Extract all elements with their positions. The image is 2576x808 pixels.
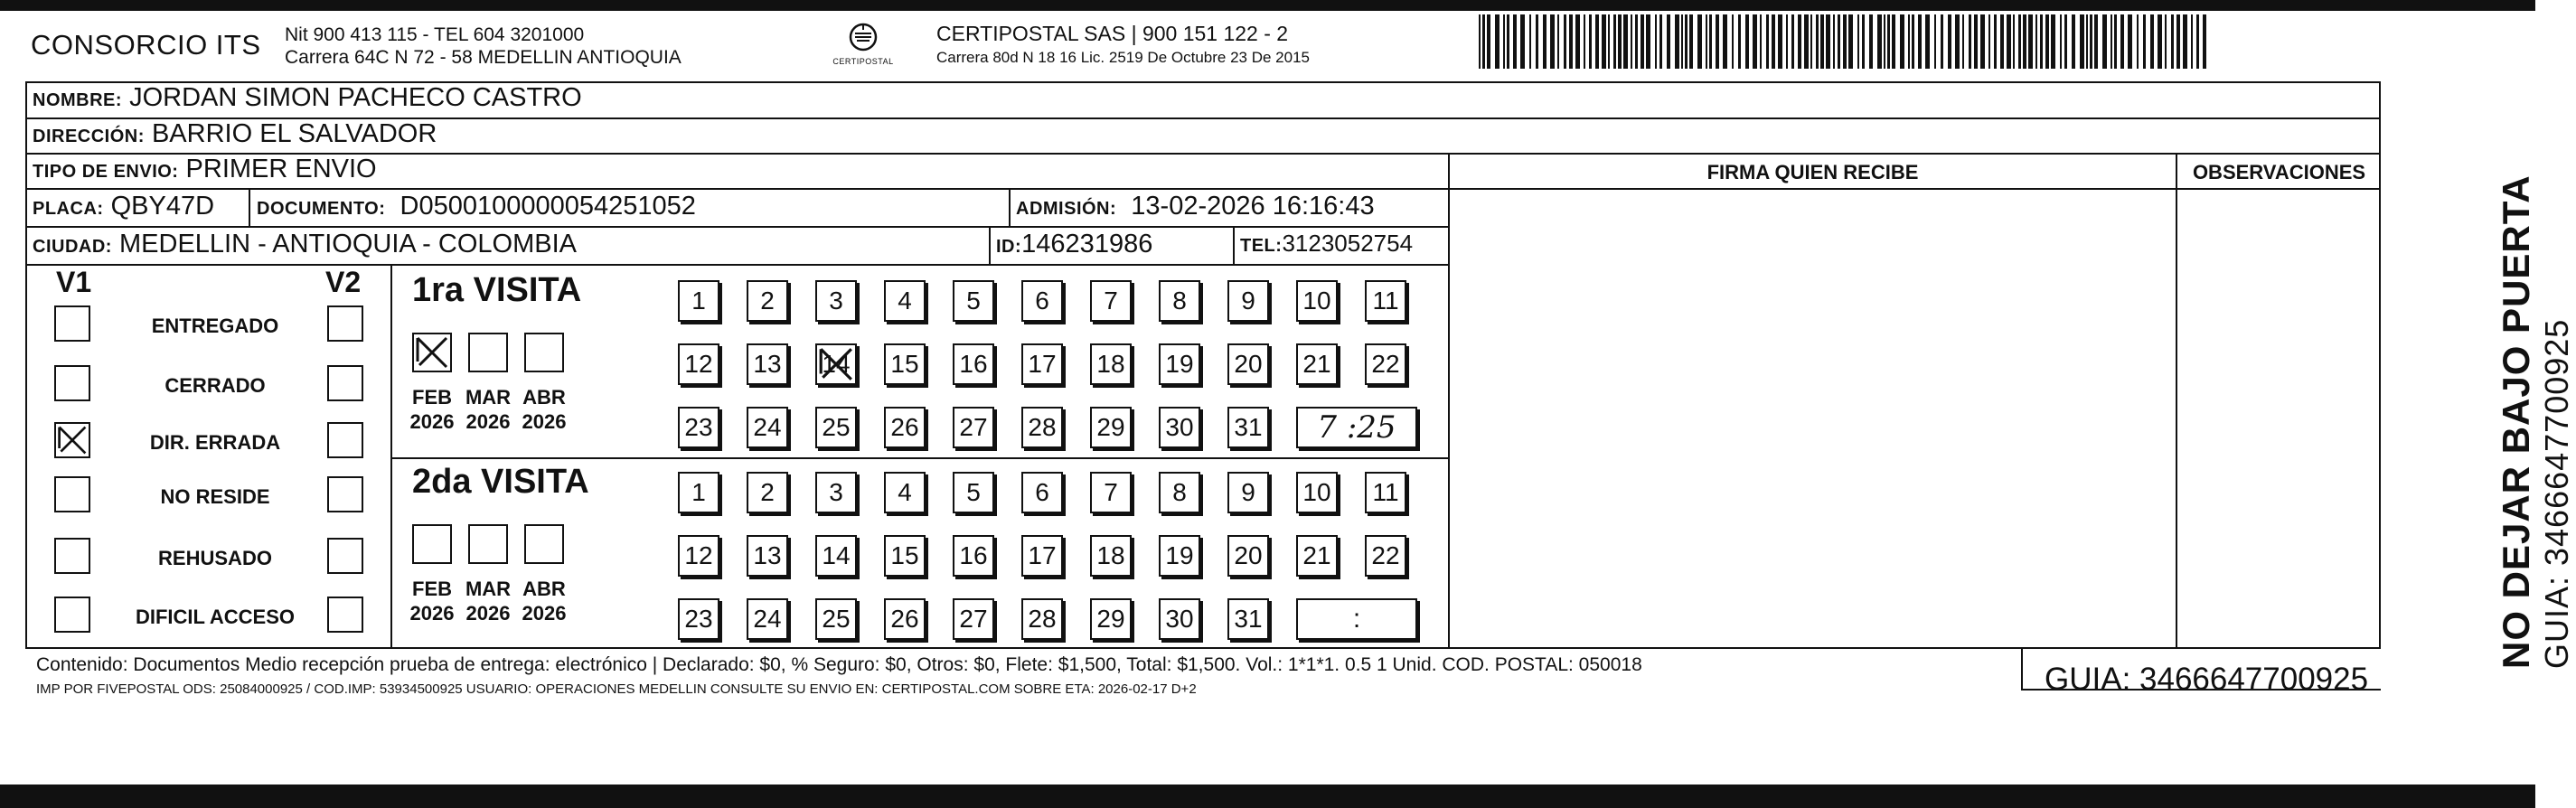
month-name: MAR bbox=[465, 386, 512, 409]
row-divider bbox=[25, 153, 2381, 155]
day-number: 6 bbox=[1035, 287, 1049, 315]
day-box[interactable] bbox=[953, 598, 994, 640]
day-box[interactable] bbox=[884, 535, 926, 577]
day-box[interactable] bbox=[1090, 598, 1132, 640]
direccion-label: DIRECCIÓN: bbox=[33, 127, 145, 146]
day-number: 25 bbox=[822, 605, 851, 633]
day-box[interactable] bbox=[1021, 343, 1063, 385]
documento-value: D0500100000054251052 bbox=[400, 192, 696, 221]
day-number: 8 bbox=[1172, 287, 1187, 315]
month-label bbox=[405, 577, 459, 625]
logo-caption: CERTIPOSTAL bbox=[832, 57, 894, 66]
day-number: 15 bbox=[890, 350, 919, 378]
ciudad-field bbox=[33, 230, 577, 259]
day-number: 13 bbox=[753, 350, 782, 378]
month-name: ABR bbox=[522, 386, 566, 409]
day-number: 18 bbox=[1096, 350, 1125, 378]
day-box[interactable] bbox=[747, 280, 788, 322]
month-checkbox[interactable] bbox=[468, 524, 508, 564]
day-number: 9 bbox=[1241, 287, 1255, 315]
day-box[interactable] bbox=[1159, 280, 1200, 322]
day-box[interactable] bbox=[884, 407, 926, 448]
day-number: 29 bbox=[1096, 605, 1125, 633]
day-number: 2 bbox=[760, 287, 775, 315]
observaciones-header: OBSERVACIONES bbox=[2192, 161, 2366, 183]
day-box[interactable] bbox=[678, 598, 719, 640]
day-box[interactable] bbox=[1021, 280, 1063, 322]
day-number: 6 bbox=[1035, 478, 1049, 506]
day-number: 22 bbox=[1371, 541, 1400, 569]
placa-field bbox=[33, 192, 214, 221]
day-number: 27 bbox=[959, 413, 988, 441]
day-number: 30 bbox=[1165, 605, 1194, 633]
day-box[interactable] bbox=[1365, 472, 1406, 513]
cell-divider bbox=[989, 227, 991, 265]
day-number: 11 bbox=[1372, 478, 1399, 506]
month-label bbox=[461, 385, 515, 434]
company-address: Carrera 64C N 72 - 58 MEDELLIN ANTIOQUIA bbox=[285, 47, 682, 68]
day-box[interactable] bbox=[1090, 535, 1132, 577]
month-year: 2026 bbox=[409, 602, 455, 625]
month-name: MAR bbox=[465, 578, 512, 600]
day-box[interactable] bbox=[1227, 598, 1269, 640]
id-label: ID: bbox=[996, 237, 1022, 257]
day-number: 19 bbox=[1165, 350, 1194, 378]
day-number: 17 bbox=[1028, 541, 1057, 569]
day-box[interactable] bbox=[1021, 598, 1063, 640]
tipo-envio-field bbox=[33, 155, 377, 184]
time-value: 7 :25 bbox=[1317, 409, 1396, 446]
day-number: 16 bbox=[959, 541, 988, 569]
contenido-line: Contenido: Documentos Medio recepción prueba de entrega: electrónico | Declarado: $0, % Seguro: $0, Otros: $0, Flete: $1,500, Total: $1,500. Vol.: 1*1*1. 0.5 1 Unid. COD. POSTAL: 050018 bbox=[36, 654, 1642, 675]
guia-box-divider bbox=[2021, 648, 2023, 690]
day-box[interactable] bbox=[1159, 343, 1200, 385]
documento-field bbox=[257, 192, 696, 221]
handwritten-x-mark bbox=[56, 424, 89, 456]
direccion-value: BARRIO EL SALVADOR bbox=[151, 119, 437, 148]
side-guia-number: GUIA: 3466647700925 bbox=[2538, 318, 2575, 669]
day-box[interactable] bbox=[747, 472, 788, 513]
day-box[interactable] bbox=[747, 343, 788, 385]
day-box[interactable] bbox=[1227, 343, 1269, 385]
day-number: 16 bbox=[959, 350, 988, 378]
visit-title: 1ra VISITA bbox=[412, 271, 582, 309]
day-box[interactable] bbox=[1159, 535, 1200, 577]
day-number: 12 bbox=[684, 350, 713, 378]
visit-title: 2da VISITA bbox=[412, 463, 589, 501]
v1-checkbox[interactable] bbox=[54, 422, 90, 458]
documento-label: DOCUMENTO: bbox=[257, 199, 386, 219]
no-dejar-warning: NO DEJAR BAJO PUERTA bbox=[2495, 174, 2537, 669]
state-label: DIFICIL ACCESO bbox=[135, 606, 295, 628]
day-number: 4 bbox=[898, 478, 912, 506]
month-year: 2026 bbox=[522, 602, 567, 625]
day-number: 5 bbox=[966, 478, 981, 506]
time-box[interactable] bbox=[1296, 598, 1417, 640]
day-number: 3 bbox=[829, 287, 843, 315]
day-box[interactable] bbox=[1090, 472, 1132, 513]
day-box[interactable] bbox=[1090, 407, 1132, 448]
v2-checkbox[interactable] bbox=[327, 305, 363, 342]
placa-value: QBY47D bbox=[110, 192, 215, 221]
day-number: 1 bbox=[691, 478, 706, 506]
day-number: 17 bbox=[1028, 350, 1057, 378]
day-box[interactable] bbox=[1159, 598, 1200, 640]
day-number: 21 bbox=[1302, 350, 1331, 378]
day-number: 28 bbox=[1028, 605, 1057, 633]
day-box[interactable] bbox=[1021, 407, 1063, 448]
ciudad-value: MEDELLIN - ANTIOQUIA - COLOMBIA bbox=[119, 230, 577, 258]
day-box[interactable] bbox=[815, 407, 857, 448]
side-label bbox=[2495, 174, 2576, 669]
day-box[interactable] bbox=[678, 472, 719, 513]
day-box[interactable] bbox=[1021, 535, 1063, 577]
handwritten-x-mark bbox=[817, 345, 855, 383]
month-year: 2026 bbox=[465, 410, 511, 433]
day-box[interactable] bbox=[1159, 472, 1200, 513]
firma-header: FIRMA QUIEN RECIBE bbox=[1706, 161, 1919, 183]
day-number: 31 bbox=[1234, 413, 1263, 441]
day-box[interactable] bbox=[884, 472, 926, 513]
day-number: 13 bbox=[753, 541, 782, 569]
month-checkbox[interactable] bbox=[412, 524, 452, 564]
company-name: CONSORCIO ITS bbox=[31, 29, 261, 61]
month-name: FEB bbox=[412, 578, 452, 600]
day-box[interactable] bbox=[815, 343, 857, 385]
id-field bbox=[996, 230, 1152, 259]
imp-line: IMP POR FIVEPOSTAL ODS: 25084000925 / COD.IMP: 53934500925 USUARIO: OPERACIONES MEDELLIN CONSULTE SU ENVIO EN: CERTIPOSTAL.COM SOBRE ETA: 2026-02-17 D+2 bbox=[36, 681, 1197, 697]
certipostal-title: CERTIPOSTAL SAS | 900 151 122 - 2 bbox=[936, 22, 1289, 45]
day-box[interactable] bbox=[1227, 535, 1269, 577]
day-number: 7 bbox=[1104, 287, 1118, 315]
day-box[interactable] bbox=[747, 535, 788, 577]
day-box[interactable] bbox=[1296, 472, 1338, 513]
certipostal-logo-icon bbox=[841, 22, 886, 54]
v1-checkbox[interactable] bbox=[54, 538, 90, 574]
day-number: 31 bbox=[1234, 605, 1263, 633]
time-value: : bbox=[1352, 604, 1361, 634]
day-number: 29 bbox=[1096, 413, 1125, 441]
day-box[interactable] bbox=[1296, 535, 1338, 577]
month-label bbox=[517, 385, 571, 434]
admision-field bbox=[1016, 192, 1375, 221]
v2-checkbox[interactable] bbox=[327, 538, 363, 574]
day-box[interactable] bbox=[747, 598, 788, 640]
admision-label: ADMISIÓN: bbox=[1016, 199, 1117, 219]
certipostal-license: Carrera 80d N 18 16 Lic. 2519 De Octubre 23 De 2015 bbox=[936, 49, 1310, 66]
day-number: 27 bbox=[959, 605, 988, 633]
day-box[interactable] bbox=[1296, 280, 1338, 322]
month-label bbox=[405, 385, 459, 434]
day-box[interactable] bbox=[1227, 280, 1269, 322]
cell-divider bbox=[1009, 189, 1011, 227]
day-number: 7 bbox=[1104, 478, 1118, 506]
state-label: ENTREGADO bbox=[151, 315, 279, 337]
row-divider bbox=[25, 226, 1450, 228]
handwritten-x-mark bbox=[414, 334, 450, 371]
placa-label: PLACA: bbox=[33, 199, 104, 219]
day-number: 25 bbox=[822, 413, 851, 441]
v1-checkbox[interactable] bbox=[54, 476, 90, 512]
v1-checkbox[interactable] bbox=[54, 305, 90, 342]
day-box[interactable] bbox=[678, 343, 719, 385]
day-box[interactable] bbox=[1227, 472, 1269, 513]
day-number: 12 bbox=[684, 541, 713, 569]
nombre-field bbox=[33, 83, 582, 113]
column-divider bbox=[1448, 154, 1450, 648]
tel-value: 3123052754 bbox=[1282, 230, 1414, 257]
day-box[interactable] bbox=[815, 598, 857, 640]
direccion-field bbox=[33, 119, 437, 149]
nombre-label: NOMBRE: bbox=[33, 90, 123, 110]
day-number: 15 bbox=[890, 541, 919, 569]
tipo-envio-label: TIPO DE ENVIO: bbox=[33, 162, 179, 182]
month-checkbox[interactable] bbox=[524, 524, 564, 564]
v2-checkbox[interactable] bbox=[327, 597, 363, 633]
day-number: 1 bbox=[691, 287, 706, 315]
day-number: 3 bbox=[829, 478, 843, 506]
v2-checkbox[interactable] bbox=[327, 476, 363, 512]
v1-checkbox[interactable] bbox=[54, 365, 90, 401]
day-box[interactable] bbox=[884, 598, 926, 640]
v2-checkbox[interactable] bbox=[327, 422, 363, 458]
guia-number-box: GUIA: 3466647700925 bbox=[2045, 662, 2369, 697]
day-number: 30 bbox=[1165, 413, 1194, 441]
v2-header: V2 bbox=[325, 266, 362, 298]
day-number: 24 bbox=[753, 413, 782, 441]
tipo-envio-value: PRIMER ENVIO bbox=[185, 155, 377, 183]
month-name: FEB bbox=[412, 386, 452, 409]
month-name: ABR bbox=[522, 578, 566, 600]
day-box[interactable] bbox=[678, 407, 719, 448]
day-number: 20 bbox=[1234, 541, 1263, 569]
cell-divider bbox=[1233, 227, 1235, 265]
day-number: 21 bbox=[1302, 541, 1331, 569]
v1-checkbox[interactable] bbox=[54, 597, 90, 633]
day-box[interactable] bbox=[953, 343, 994, 385]
nombre-value: JORDAN SIMON PACHECO CASTRO bbox=[129, 83, 582, 112]
day-number: 24 bbox=[753, 605, 782, 633]
state-label: NO RESIDE bbox=[160, 485, 270, 508]
day-box[interactable] bbox=[1365, 280, 1406, 322]
day-number: 8 bbox=[1172, 478, 1187, 506]
day-box[interactable] bbox=[678, 280, 719, 322]
row-divider bbox=[25, 264, 1450, 266]
day-number: 2 bbox=[760, 478, 775, 506]
day-number: 11 bbox=[1372, 287, 1399, 315]
day-box[interactable] bbox=[1090, 343, 1132, 385]
day-box[interactable] bbox=[1159, 407, 1200, 448]
day-number: 23 bbox=[684, 413, 713, 441]
day-number: 4 bbox=[898, 287, 912, 315]
id-value: 146231986 bbox=[1021, 230, 1153, 258]
day-box[interactable] bbox=[884, 280, 926, 322]
day-number: 5 bbox=[966, 287, 981, 315]
month-checkbox[interactable] bbox=[412, 333, 452, 372]
day-number: 14 bbox=[822, 350, 851, 378]
state-label: REHUSADO bbox=[158, 547, 272, 569]
state-label: CERRADO bbox=[165, 374, 266, 397]
day-box[interactable] bbox=[1365, 343, 1406, 385]
day-number: 26 bbox=[890, 413, 919, 441]
row-divider bbox=[25, 188, 2381, 190]
day-box[interactable] bbox=[678, 535, 719, 577]
v1-header: V1 bbox=[56, 266, 92, 298]
month-checkbox[interactable] bbox=[524, 333, 564, 372]
day-box[interactable] bbox=[884, 343, 926, 385]
day-box[interactable] bbox=[815, 280, 857, 322]
ciudad-label: CIUDAD: bbox=[33, 237, 112, 257]
day-box[interactable] bbox=[1090, 280, 1132, 322]
time-box[interactable] bbox=[1296, 407, 1417, 448]
day-number: 22 bbox=[1371, 350, 1400, 378]
column-divider bbox=[2176, 154, 2177, 648]
day-number: 23 bbox=[684, 605, 713, 633]
day-box[interactable] bbox=[953, 472, 994, 513]
month-label bbox=[517, 577, 571, 625]
admision-value: 13-02-2026 16:16:43 bbox=[1131, 192, 1375, 221]
day-box[interactable] bbox=[1021, 472, 1063, 513]
day-number: 18 bbox=[1096, 541, 1125, 569]
bottom-border-bar bbox=[0, 785, 2535, 808]
month-year: 2026 bbox=[522, 410, 567, 433]
footer-divider bbox=[25, 647, 2381, 649]
top-border-bar bbox=[0, 0, 2535, 11]
day-number: 19 bbox=[1165, 541, 1194, 569]
day-box[interactable] bbox=[1296, 343, 1338, 385]
day-number: 14 bbox=[822, 541, 851, 569]
day-box[interactable] bbox=[953, 280, 994, 322]
month-year: 2026 bbox=[409, 410, 455, 433]
tel-field bbox=[1240, 230, 1413, 258]
section-divider bbox=[390, 265, 392, 648]
day-box[interactable] bbox=[815, 472, 857, 513]
day-box[interactable] bbox=[747, 407, 788, 448]
month-year: 2026 bbox=[465, 602, 511, 625]
company-nit: Nit 900 413 115 - TEL 604 3201000 bbox=[285, 24, 585, 45]
day-number: 10 bbox=[1302, 287, 1331, 315]
barcode-image bbox=[1479, 14, 2213, 69]
v2-checkbox[interactable] bbox=[327, 365, 363, 401]
day-number: 20 bbox=[1234, 350, 1263, 378]
day-number: 10 bbox=[1302, 478, 1331, 506]
cell-divider bbox=[249, 189, 250, 227]
day-box[interactable] bbox=[1365, 535, 1406, 577]
day-box[interactable] bbox=[1227, 407, 1269, 448]
tel-label: TEL: bbox=[1240, 236, 1283, 256]
day-box[interactable] bbox=[953, 407, 994, 448]
day-number: 9 bbox=[1241, 478, 1255, 506]
day-box[interactable] bbox=[953, 535, 994, 577]
month-label bbox=[461, 577, 515, 625]
visit-divider bbox=[390, 457, 1450, 459]
state-label: DIR. ERRADA bbox=[149, 431, 281, 454]
day-box[interactable] bbox=[815, 535, 857, 577]
day-number: 28 bbox=[1028, 413, 1057, 441]
day-number: 26 bbox=[890, 605, 919, 633]
month-checkbox[interactable] bbox=[468, 333, 508, 372]
